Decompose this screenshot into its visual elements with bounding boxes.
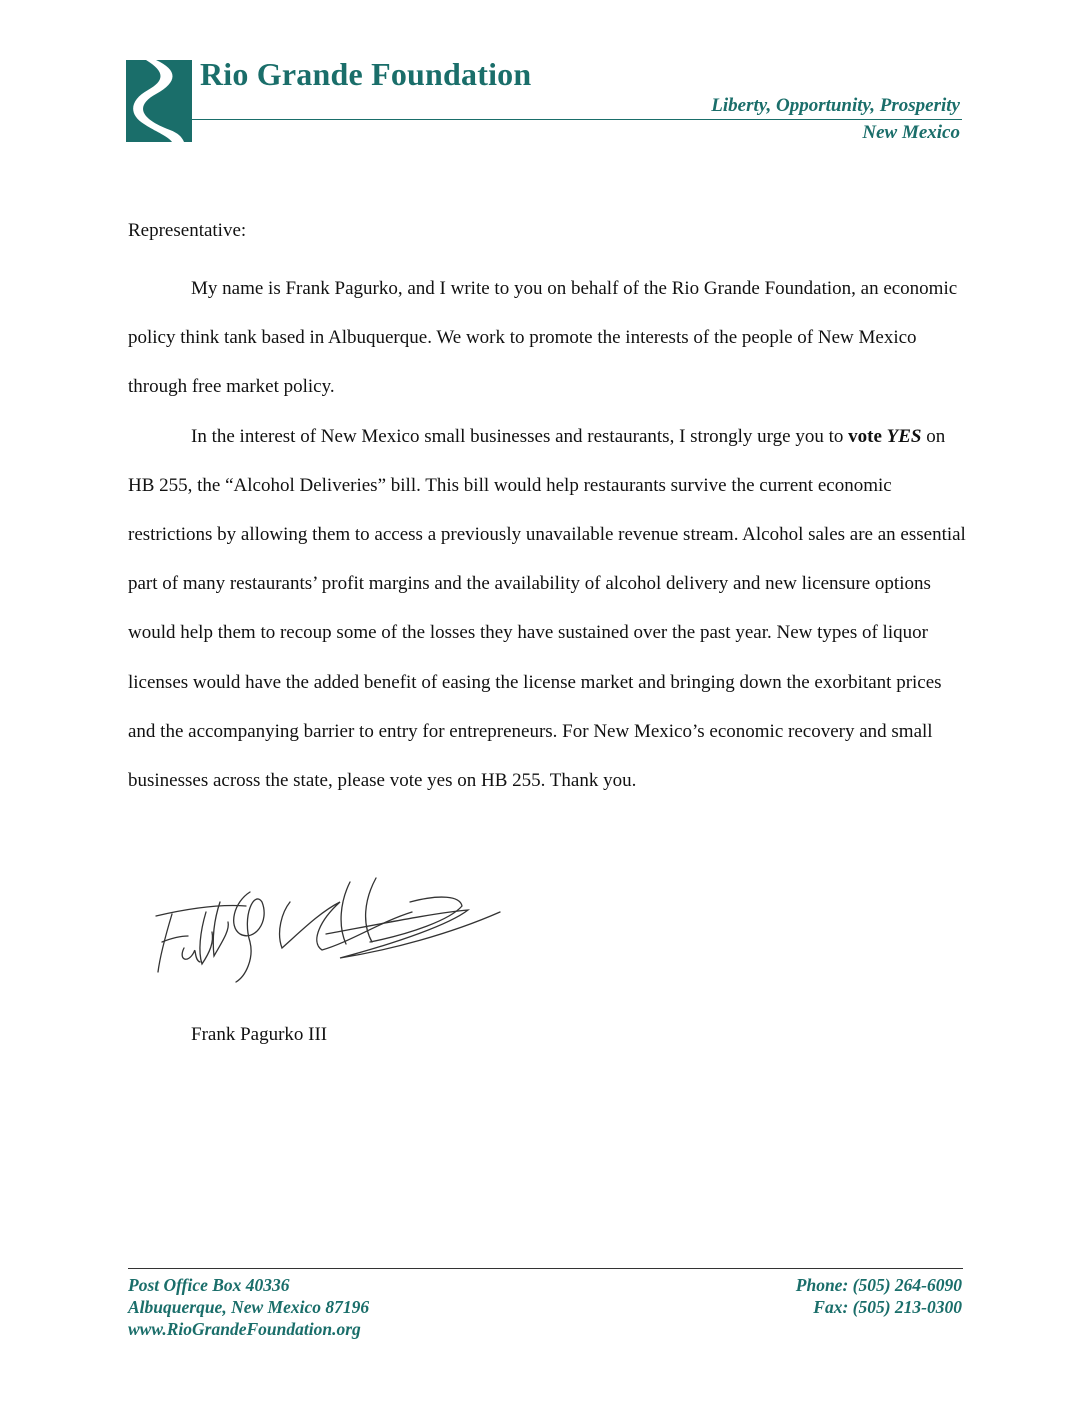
phone-number: Phone: (505) 264-6090 — [795, 1275, 962, 1295]
handwritten-signature — [150, 872, 510, 992]
letter-body — [128, 264, 968, 805]
organization-name: Rio Grande Foundation — [200, 56, 532, 92]
signer-name: Frank Pagurko III — [191, 1024, 328, 1045]
organization-state: New Mexico — [862, 122, 960, 143]
organization-tagline: Liberty, Opportunity, Prosperity — [711, 95, 960, 116]
address-line-2: Albuquerque, New Mexico 87196 — [128, 1297, 370, 1317]
letter-paragraph-2 — [128, 412, 968, 806]
footer-divider — [128, 1268, 963, 1269]
rio-grande-logo-icon — [126, 60, 192, 142]
yes-emphasis: YES — [886, 425, 922, 447]
letter-salutation: Representative: — [128, 220, 247, 241]
letter-paragraph-1: My name is Frank Pagurko, and I write to you on behalf of the Rio Grande Foundation, an economic policy think tank based in Albuquerque. We work to promote the interests of the people of New Mexico through free market policy. — [128, 278, 958, 398]
paragraph-2-body: on HB 255, the “Alcohol Deliveries” bill. This bill would help restaurants survive the current economic restrictions by allowing them to access a previously unavailable revenue stream. Alcohol sales are an essential part of many restaurants’ profit margins and the availability of alcohol delivery and new licensure options would help them to recoup some of the losses they have sustained over the past year. New types of liquor licenses would have the added benefit of easing the license market and bringing down the exorbitant prices and the accompanying barrier to entry for entrepreneurs. For New Mexico’s economic recovery and small businesses across the state, please vote yes on HB 255. Thank you. — [128, 425, 966, 792]
footer-address — [128, 1274, 369, 1340]
header-divider — [192, 119, 962, 120]
vote-emphasis: vote — [848, 425, 887, 447]
fax-number: Fax: (505) 213-0300 — [813, 1297, 962, 1317]
website-link[interactable]: www.RioGrandeFoundation.org — [128, 1319, 361, 1339]
paragraph-2-intro: In the interest of New Mexico small businesses and restaurants, I strongly urge you to — [191, 425, 844, 447]
address-line-1: Post Office Box 40336 — [128, 1275, 290, 1295]
footer-contact — [796, 1274, 962, 1318]
